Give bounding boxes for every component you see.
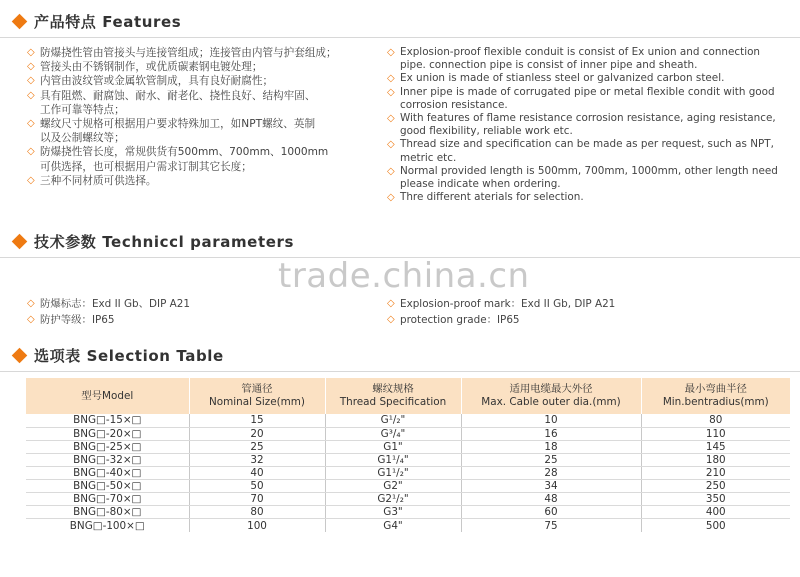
header-nominal-size: 管通径 Nominal Size(mm) xyxy=(189,378,325,414)
header-cable-dia: 适用电缆最大外径 Max. Cable outer dia.(mm) xyxy=(461,378,641,414)
cell-nominal-size: 50 xyxy=(189,479,325,492)
features-zh-list xyxy=(26,46,337,188)
list-item-text: 管接头由不锈钢制作，或优质碳素钢电镀处理； xyxy=(40,61,263,74)
cell-bend-radius: 110 xyxy=(641,427,790,440)
table-row xyxy=(26,466,790,479)
table-row xyxy=(26,519,790,532)
cell-model: BNG□-70×□ xyxy=(26,493,189,506)
parameters-title: 技术参数 Techniccl parameters xyxy=(34,232,295,251)
param-zh-protection: ◇ 防护等级：IP65 xyxy=(27,314,115,326)
cell-bend-radius: 210 xyxy=(641,466,790,479)
cell-model: BNG□-80×□ xyxy=(26,506,189,519)
list-item-text: 防爆挠性管由管接头与连接管组成；连接管由内管与护套组成； xyxy=(40,47,337,59)
watermark-text: trade.china.cn xyxy=(278,256,530,296)
header-model: 型号Model xyxy=(26,378,189,414)
list-item xyxy=(386,125,778,138)
params-en-list xyxy=(386,296,615,328)
list-item-text: good flexibility, reliable work etc. xyxy=(400,125,573,138)
cell-thread: G4" xyxy=(325,519,461,532)
list-item-text: 螺纹尺寸规格可根据用户要求特殊加工，如NPT螺纹、英制 xyxy=(40,118,316,131)
list-item xyxy=(26,160,337,174)
diamond-outline-icon: ◇ xyxy=(27,174,35,186)
diamond-outline-icon: ◇ xyxy=(27,118,35,130)
cell-bend-radius: 500 xyxy=(641,519,790,532)
table-header-row xyxy=(26,378,790,414)
cell-model: BNG□-20×□ xyxy=(26,427,189,440)
diamond-outline-icon: ◇ xyxy=(27,89,35,101)
cell-thread: G3" xyxy=(325,506,461,519)
list-item xyxy=(386,72,778,85)
diamond-outline-icon: ◇ xyxy=(387,113,395,125)
list-item-text: 三种不同材质可供选择。 xyxy=(40,174,157,187)
cell-bend-radius: 145 xyxy=(641,440,790,453)
list-item xyxy=(386,165,778,178)
cell-bend-radius: 180 xyxy=(641,453,790,466)
list-item-text: 具有阻燃、耐腐蚀、耐水、耐老化、挠性良好、结构牢固、 xyxy=(40,89,316,102)
diamond-outline-icon: ◇ xyxy=(387,192,395,204)
cell-cable-dia: 60 xyxy=(461,506,641,519)
cell-model: BNG□-15×□ xyxy=(26,414,189,427)
diamond-outline-icon: ◇ xyxy=(387,314,395,325)
list-item-text: Explosion-proof flexible conduit is consist of Ex union and connection xyxy=(400,46,761,58)
list-item-text: 内管由波纹管或金属软管制成，具有良好耐腐性； xyxy=(40,75,274,88)
list-item-text: pipe. connection pipe is consist of inner pipe and sheath. xyxy=(400,59,698,72)
cell-nominal-size: 80 xyxy=(189,506,325,519)
table-body xyxy=(26,414,790,532)
list-item xyxy=(386,86,778,99)
table-row xyxy=(26,479,790,492)
features-en-list xyxy=(386,46,778,204)
cell-thread: G1" xyxy=(325,440,461,453)
list-item-text: metric etc. xyxy=(400,151,457,164)
list-item-text: 以及公制螺纹等； xyxy=(40,132,125,145)
selection-divider xyxy=(0,371,800,372)
diamond-outline-icon: ◇ xyxy=(387,86,395,98)
list-item xyxy=(386,138,778,151)
diamond-bullet-icon xyxy=(12,13,28,29)
cell-nominal-size: 70 xyxy=(189,493,325,506)
list-item xyxy=(26,103,337,117)
table-row xyxy=(26,440,790,453)
cell-cable-dia: 16 xyxy=(461,427,641,440)
table-row xyxy=(26,506,790,519)
cell-model: BNG□-40×□ xyxy=(26,466,189,479)
cell-bend-radius: 350 xyxy=(641,493,790,506)
features-divider xyxy=(0,37,800,38)
cell-model: BNG□-25×□ xyxy=(26,440,189,453)
cell-thread: G³/₄" xyxy=(325,427,461,440)
list-item-text: please indicate when ordering. xyxy=(400,178,561,191)
list-item-text: 防爆挠性管长度，常规供货有500mm、700mm、1000mm xyxy=(40,146,329,159)
cell-thread: G¹/₂" xyxy=(325,414,461,427)
diamond-bullet-icon xyxy=(12,347,28,363)
diamond-outline-icon: ◇ xyxy=(387,73,395,85)
list-item xyxy=(386,59,778,72)
diamond-outline-icon: ◇ xyxy=(27,61,35,73)
diamond-outline-icon: ◇ xyxy=(27,146,35,158)
cell-cable-dia: 28 xyxy=(461,466,641,479)
cell-cable-dia: 48 xyxy=(461,493,641,506)
list-item xyxy=(386,178,778,191)
list-item xyxy=(26,46,337,60)
list-item xyxy=(386,191,778,204)
cell-cable-dia: 25 xyxy=(461,453,641,466)
cell-nominal-size: 15 xyxy=(189,414,325,427)
cell-cable-dia: 10 xyxy=(461,414,641,427)
cell-bend-radius: 80 xyxy=(641,414,790,427)
selection-table xyxy=(26,378,790,532)
cell-thread: G1¹/₂" xyxy=(325,466,461,479)
diamond-outline-icon: ◇ xyxy=(27,75,35,87)
features-title: 产品特点 Features xyxy=(34,12,182,31)
cell-nominal-size: 40 xyxy=(189,466,325,479)
list-item-text: Thre different aterials for selection. xyxy=(400,191,584,204)
list-item xyxy=(26,117,337,131)
list-item-text: With features of flame resistance corrosion resistance, aging resistance, xyxy=(400,112,776,125)
selection-title: 选项表 Selection Table xyxy=(34,346,224,365)
diamond-outline-icon: ◇ xyxy=(27,47,35,58)
parameters-heading xyxy=(6,228,294,254)
cell-cable-dia: 34 xyxy=(461,479,641,492)
cell-nominal-size: 100 xyxy=(189,519,325,532)
diamond-outline-icon: ◇ xyxy=(387,139,395,151)
list-item xyxy=(386,152,778,165)
list-item xyxy=(386,46,778,59)
list-item xyxy=(26,145,337,159)
params-zh-list xyxy=(26,296,190,328)
list-item-text: corrosion resistance. xyxy=(400,98,508,111)
diamond-outline-icon: ◇ xyxy=(387,298,395,309)
cell-nominal-size: 32 xyxy=(189,453,325,466)
diamond-bullet-icon xyxy=(12,233,28,249)
param-en-protection: ◇ protection grade：IP65 xyxy=(387,314,520,326)
diamond-outline-icon: ◇ xyxy=(27,298,35,309)
list-item xyxy=(26,74,337,88)
list-item-text: Inner pipe is made of corrugated pipe or metal flexible condit with good xyxy=(400,85,775,98)
header-bend-radius: 最小弯曲半径 Min.bentradius(mm) xyxy=(641,378,790,414)
table-row xyxy=(26,414,790,427)
cell-cable-dia: 18 xyxy=(461,440,641,453)
list-item xyxy=(26,131,337,145)
cell-thread: G2¹/₂" xyxy=(325,493,461,506)
table-row xyxy=(26,493,790,506)
list-item-text: 工作可靠等特点； xyxy=(40,103,125,116)
diamond-outline-icon: ◇ xyxy=(387,47,395,58)
list-item xyxy=(386,112,778,125)
table-row xyxy=(26,453,790,466)
list-item-text: Thread size and specification can be made as per request, such as NPT, xyxy=(400,138,774,151)
param-en-mark: ◇ Explosion-proof mark：Exd II Gb, DIP A21 xyxy=(387,298,616,310)
cell-nominal-size: 20 xyxy=(189,427,325,440)
param-zh-mark: ◇ 防爆标志：Exd II Gb、DIP A21 xyxy=(27,298,190,310)
list-item xyxy=(26,174,337,188)
list-item xyxy=(386,99,778,112)
list-item xyxy=(26,89,337,103)
list-item-text: Ex union is made of stianless steel or galvanized carbon steel. xyxy=(400,72,725,85)
cell-bend-radius: 400 xyxy=(641,506,790,519)
cell-cable-dia: 75 xyxy=(461,519,641,532)
cell-nominal-size: 25 xyxy=(189,440,325,453)
header-thread-spec: 螺纹规格 Thread Specification xyxy=(325,378,461,414)
diamond-outline-icon: ◇ xyxy=(27,314,35,325)
cell-bend-radius: 250 xyxy=(641,479,790,492)
table-row xyxy=(26,427,790,440)
list-item-text: 可供选择，也可根据用户需求订制其它长度； xyxy=(40,160,252,173)
cell-thread: G2" xyxy=(325,479,461,492)
diamond-outline-icon: ◇ xyxy=(387,165,395,177)
cell-model: BNG□-100×□ xyxy=(69,519,145,532)
cell-thread: G1¹/₄" xyxy=(325,453,461,466)
cell-model: BNG□-50×□ xyxy=(26,479,189,492)
selection-heading xyxy=(6,342,224,368)
list-item-text: Normal provided length is 500mm, 700mm, 1000mm, other length need xyxy=(400,164,778,177)
list-item xyxy=(26,60,337,74)
features-heading xyxy=(6,8,181,34)
cell-model: BNG□-32×□ xyxy=(26,453,189,466)
